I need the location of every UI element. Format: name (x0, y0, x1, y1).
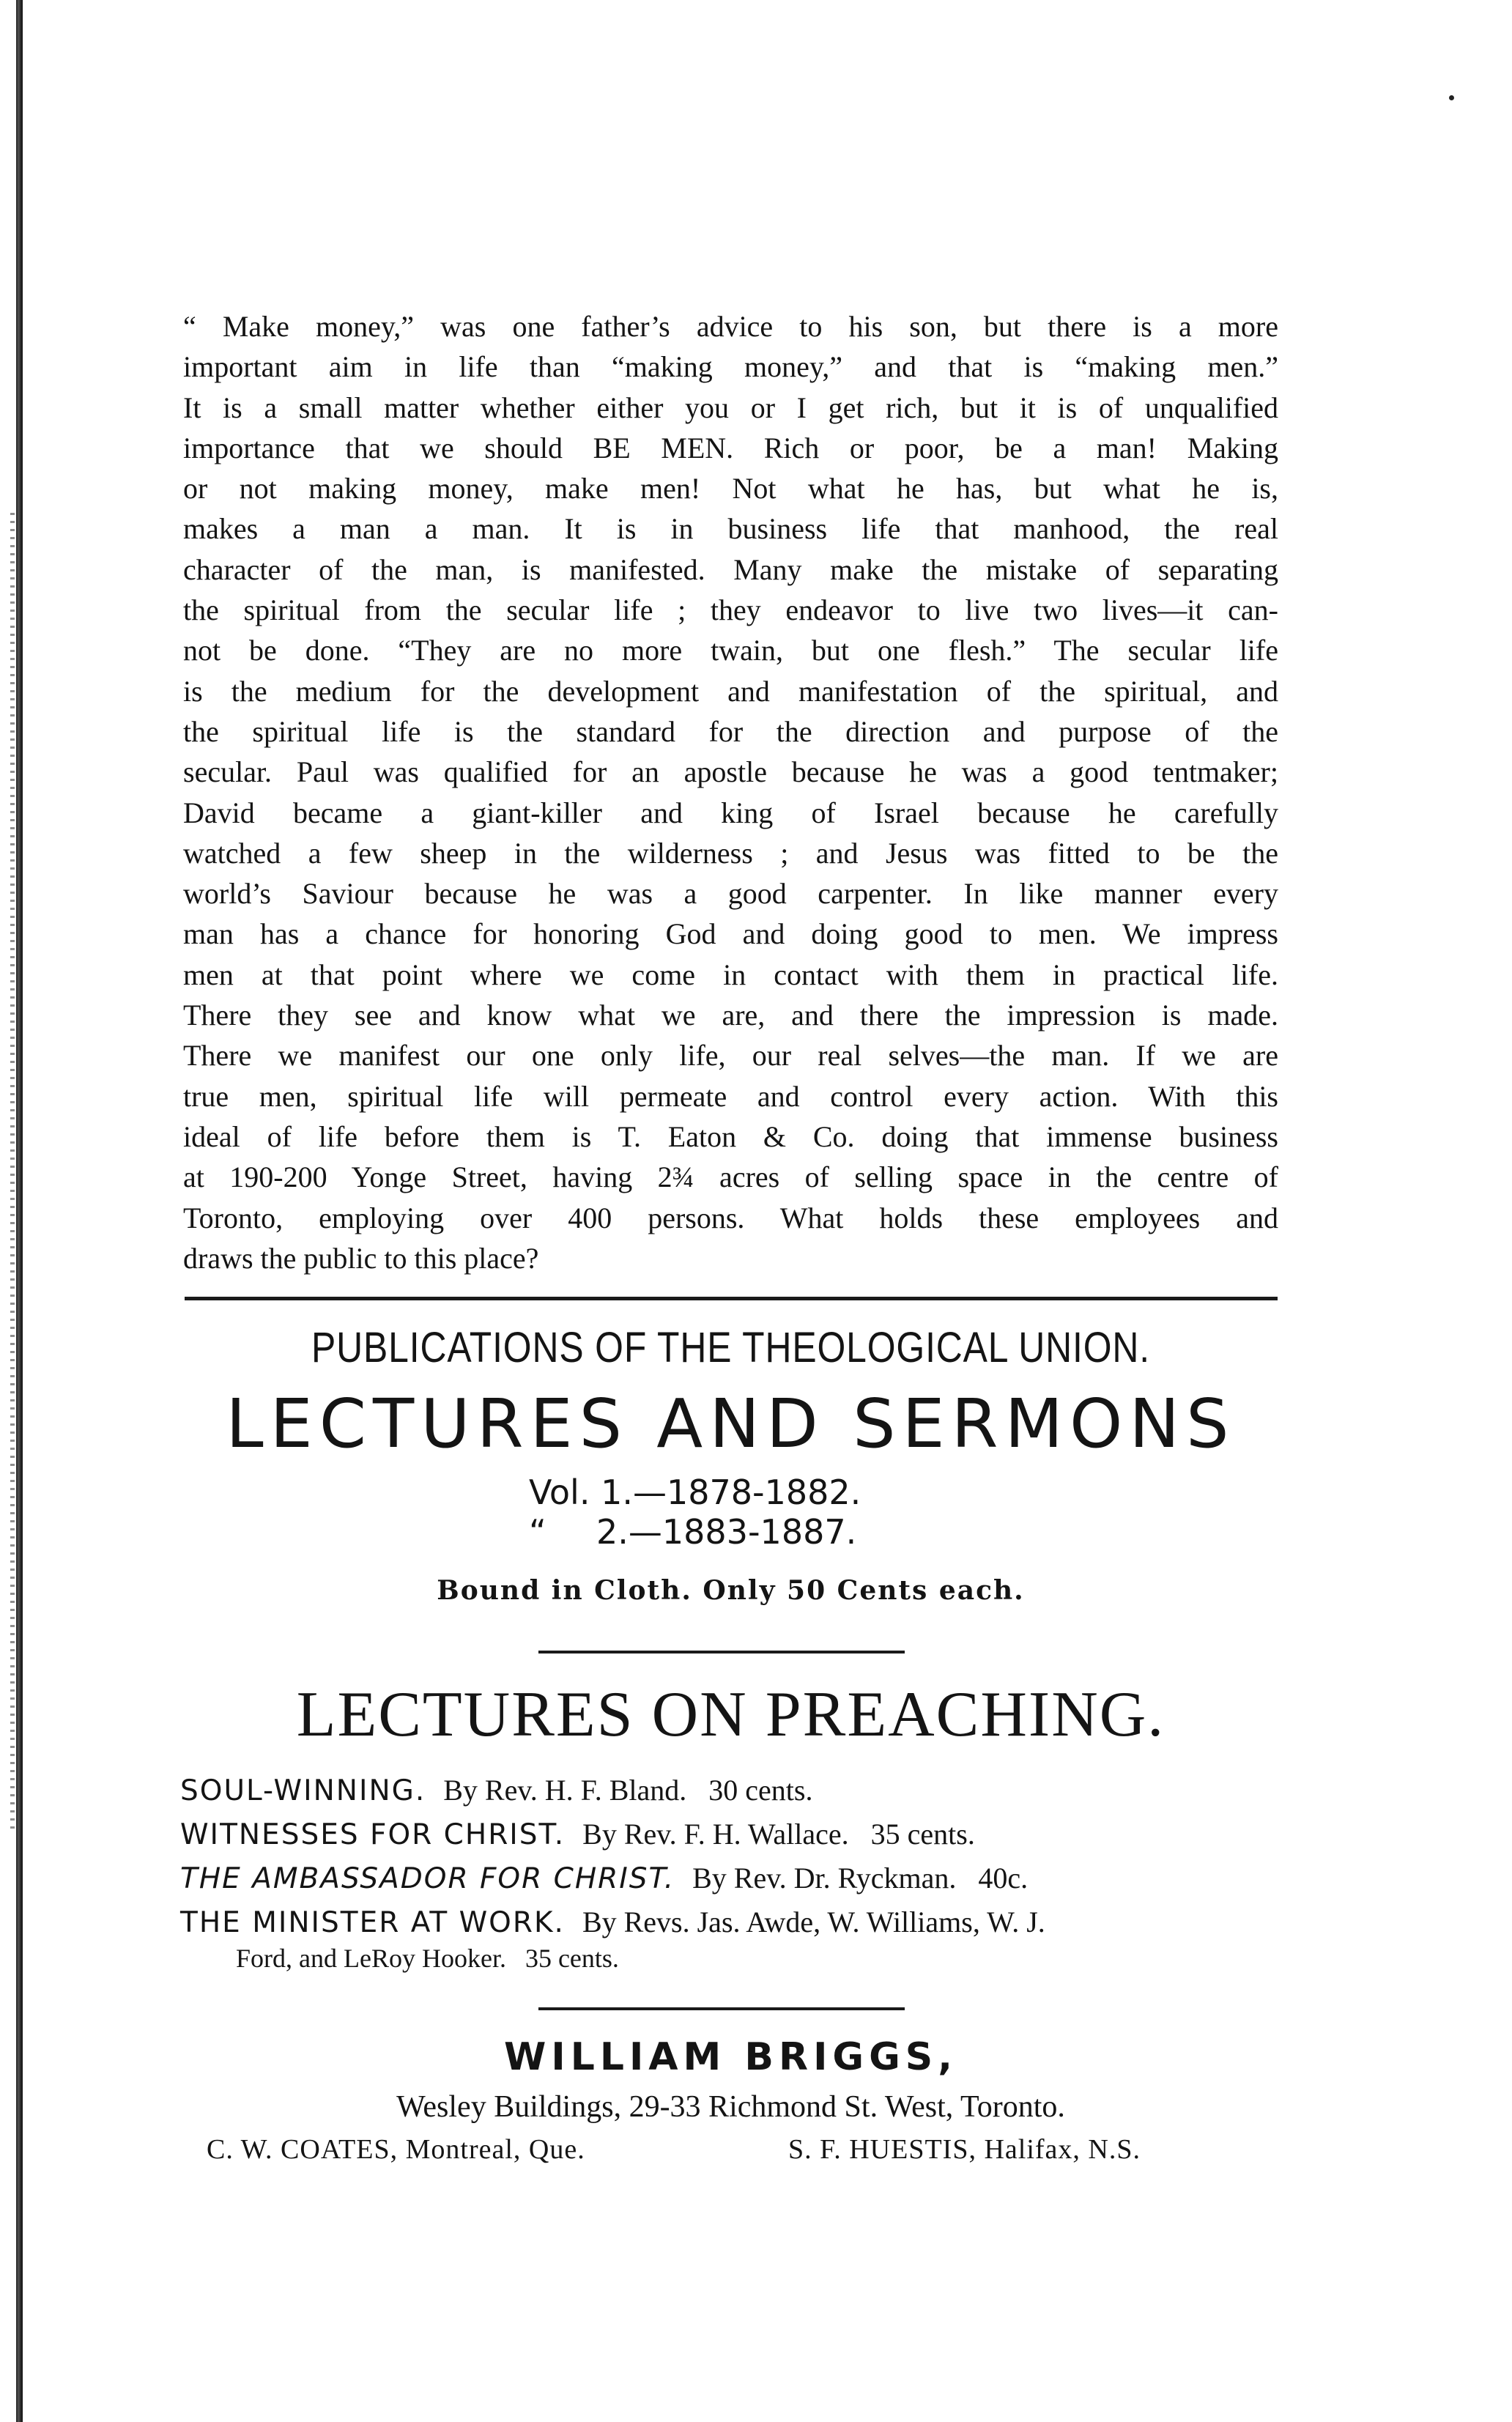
article-line: men at that point where we come in contact with them in practical life. (183, 958, 1278, 991)
volume-2-text: 2.—1883-1887. (596, 1512, 857, 1552)
ink-speck (1449, 95, 1454, 100)
book-entry (180, 1817, 975, 1851)
publisher-name: WILLIAM BRIGGS, (503, 2035, 957, 2079)
article-line: world’s Saviour because he was a good carpenter. In like manner every (183, 877, 1278, 911)
book-price: 35 cents. (525, 1944, 619, 1973)
volume-1: Vol. 1.—1878-1882. (529, 1473, 861, 1512)
book-author: By Revs. Jas. Awde, W. Williams, W. J. (582, 1906, 1045, 1938)
book-author: By Rev. H. F. Bland. (443, 1774, 687, 1807)
agent-halifax: S. F. HUESTIS, Halifax, N.S. (788, 2134, 1141, 2165)
agent-montreal: C. W. COATES, Montreal, Que. (207, 2134, 585, 2165)
book-spine-edge (16, 0, 23, 2422)
article-line: important aim in life than “making money,” and that is “making men.” (183, 350, 1278, 384)
article-line: Toronto, employing over 400 persons. What holds these employees and (183, 1201, 1278, 1234)
article-line: or not making money, make men! Not what he has, but what he is, (183, 472, 1278, 505)
article-line: ideal of life before them is T. Eaton & Co. doing that immense business (183, 1119, 1278, 1153)
union-heading: PUBLICATIONS OF THE THEOLOGICAL UNION. (311, 1324, 1151, 1371)
article-line: watched a few sheep in the wilderness ; and Jesus was fitted to be the (183, 836, 1278, 870)
article-line: the spiritual life is the standard for the direction and purpose of the (183, 714, 1278, 748)
volume-2 (529, 1512, 856, 1552)
article-line: man has a chance for honoring God and doing good to men. We impress (183, 917, 1278, 951)
ditto-mark: “ (529, 1512, 546, 1552)
book-author-continued: Ford, and LeRoy Hooker. (236, 1944, 506, 1973)
book-entry-continuation (236, 1943, 619, 1974)
binding-price: Bound in Cloth. Only 50 Cents each. (437, 1575, 1025, 1606)
book-title: THE AMBASSADOR FOR CHRIST. (180, 1862, 675, 1895)
book-title: WITNESSES FOR CHRIST. (180, 1818, 566, 1851)
article-paragraph (183, 306, 1278, 1278)
series-title: LECTURES AND SERMONS (226, 1385, 1236, 1463)
book-author: By Rev. Dr. Ryckman. (692, 1862, 957, 1895)
article-line: makes a man a man. It is in business life that manhood, the real (183, 512, 1278, 546)
article-line: There we manifest our one only life, our real selves—the man. If we are (183, 1039, 1278, 1073)
book-entry (180, 1861, 1028, 1895)
publisher-address: Wesley Buildings, 29-33 Richmond St. West, Toronto. (396, 2090, 1065, 2124)
preaching-title: LECTURES ON PREACHING. (296, 1679, 1166, 1750)
book-price: 30 cents. (708, 1774, 813, 1807)
short-divider (538, 1651, 905, 1653)
article-line: There they see and know what we are, and there the impression is made. (183, 999, 1278, 1032)
article-line: secular. Paul was qualified for an apostle because he was a good tentmaker; (183, 755, 1278, 789)
article-line: importance that we should BE MEN. Rich or poor, be a man! Making (183, 431, 1278, 464)
article-line: not be done. “They are no more twain, but one flesh.” The secular life (183, 634, 1278, 667)
book-title: THE MINISTER AT WORK. (180, 1906, 565, 1939)
section-divider (185, 1297, 1278, 1300)
article-line: draws the public to this place? (183, 1241, 539, 1275)
article-line: true men, spiritual life will permeate and control every action. With this (183, 1079, 1278, 1113)
book-title: SOUL-WINNING. (180, 1774, 426, 1807)
book-entry (180, 1905, 1045, 1939)
article-line: is the medium for the development and manifestation of the spiritual, and (183, 674, 1278, 708)
article-line: “ Make money,” was one father’s advice to his son, but there is a more (183, 310, 1278, 343)
book-entry (180, 1773, 812, 1807)
article-line: character of the man, is manifested. Many make the mistake of separating (183, 552, 1278, 586)
short-divider (538, 2007, 905, 2010)
book-price: 35 cents. (870, 1818, 975, 1851)
article-line: the spiritual from the secular life ; they endeavor to live two lives—it can- (183, 593, 1278, 627)
book-price: 40c. (978, 1862, 1029, 1895)
article-line: David became a giant-killer and king of Israel because he carefully (183, 796, 1278, 829)
article-line: at 190-200 Yonge Street, having 2¾ acres of selling space in the centre of (183, 1160, 1278, 1194)
book-author: By Rev. F. H. Wallace. (582, 1818, 849, 1851)
spine-texture (10, 513, 15, 1832)
article-line: It is a small matter whether either you or I get rich, but it is of unqualified (183, 390, 1278, 424)
